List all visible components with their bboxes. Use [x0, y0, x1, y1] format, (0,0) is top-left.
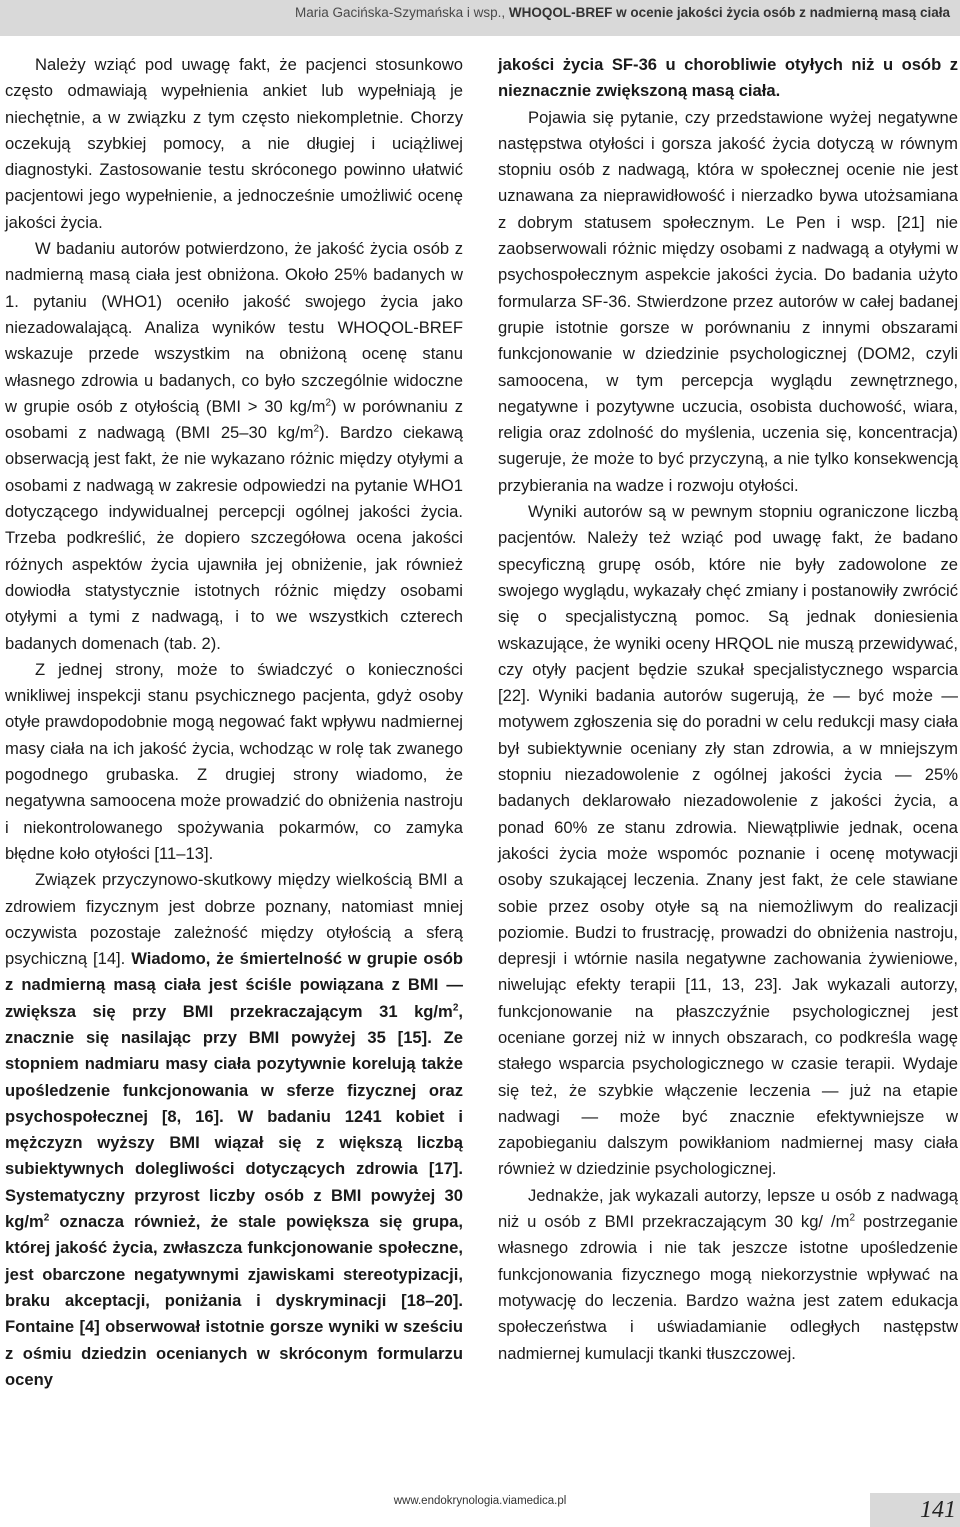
page-number: 141: [870, 1493, 960, 1527]
running-header: [295, 0, 950, 26]
header-title: WHOQOL-BREF w ocenie jakości życia osób z nadmierną masą ciała: [508, 5, 950, 20]
left-column: [5, 52, 463, 1393]
footer-url: www.endokrynologia.viamedica.pl: [393, 1495, 567, 1507]
paragraph: Wyniki autorów są w pewnym stopniu ograniczone liczbą pacjentów. Należy też wziąć pod uwagę fakt, że badano specyficzną grupę osób, które nie były zadowolone ze swojego wyglądu, wykazały chęć zmiany i postanowiły zwrócić się o specjalistyczną pomoc. Są jednak doniesienia wskazujące, że wyniki oceny HRQOL nie muszą przewidywać, czy otyły pacjent będzie szukał specjalistycznego wsparcia [22]. Wyniki badania autorów sugerują, że — być może — motywem zgłoszenia się do poradni w celu redukcji masy ciała był subiektywnie oceniany zły stan zdrowia, a w mniejszym stopniu niezadowolenie z ogólnej jakości życia — 25% badanych deklarowało niezadowolenie z jakości życia, a ponad 60% ze stanu zdrowia. Niewątpliwie jednak, ocena jakości życia może wspomóc poznanie i ocenę motywacji osoby szukającej leczenia. Znany jest fakt, że cele stawiane sobie przez osoby otyłe są na niemożliwym do realizacji poziomie. Budzi to frustrację, prowadzi do obniżenia nastroju, depresji i wtórnie nasila negatywne zachowania żywieniowe, niwelując efekty terapii [11, 13, 23]. Jak wykazali autorzy, funkcjonowanie na płaszczyźnie psychologicznej jest oceniane gorzej niż w innych obszarach, co podkreśla wagę stałego wsparcia psychologicznego w czasie terapii. Wydaje się też, że szybkie włączenie leczenia — już na etapie nadwagi — może być znacznie efektywniejsze w zapobieganiu dalszym powikłaniom nadmiernej masy ciała również w dziedzinie psychologicznej.: [498, 502, 958, 1179]
paragraph: Związek przyczynowo-skutkowy między wielkością BMI a zdrowiem fizycznym jest dobrze poznany, natomiast mniej oczywista pozostaje zależność między otyłością a sferą psychiczną [14]. Wiadomo, że śmiertelność w grupie osób z nadmierną masą ciała jest ściśle powiązana z BMI — zwiększa się przy BMI przekraczającym 31 $kg/m^2$, znacznie się nasilając przy BMI powyżej 35 [15]. Ze stopniem nadmiaru masy ciała pozytywnie korelują także upośledzenie funkcjonowania w sferze fizycznej oraz psychospołecznej [8, 16]. W badaniu 1241 kobiet i mężczyzn wyższy BMI wiązał się z większą liczbą subiektywnych dolegliwości dotyczących zdrowia [17]. Systematyczny przyrost liczby osób z BMI powyżej 30 $kg/m^2$ oznacza również, że stale powiększa się grupa, której jakość życia, zwłaszcza funkcjonowanie społeczne, jest obarczone negatywnymi zjawiskami stereotypizacji, braku akceptacji, poniżania i dyskryminacji [18–20]. Fontaine [4] obserwował istotnie gorsze wyniki w sześciu z ośmiu dziedzin ocenianych w skróconym formularzu oceny: [5, 870, 463, 1389]
right-column: [498, 52, 958, 1367]
paragraph: Jednakże, jak wykazali autorzy, lepsze u osób z nadwagą niż u osób z BMI przekraczającym 30 kg/ $/m^2$ postrzeganie własnego zdrowia i nie tak jeszcze istotne upośledzenie funkcjonowania fizycznego mogą niekorzystnie wpływać na motywację do leczenia. Bardzo ważna jest zatem edukacja społeczeństwa i uświadamianie odległych następstw nadmiernej kumulacji tkanki tłuszczowej.: [498, 1185, 958, 1363]
paragraph: Pojawia się pytanie, czy przedstawione wyżej negatywne następstwa otyłości i gorsza jakość życia dotyczą w równym stopniu osób z nadwagą, która w społecznej ocenie nie jest uznawana za nieprawidłowość i nierzadko bywa utożsamiana z dobrym statusem społecznym. Le Pen i wsp. [21] nie zaobserwowali różnic między osobami z nadwagą a otyłymi w psychospołecznym aspekcie jakości życia. Do badania użyto formularza SF-36. Stwierdzone przez autorów w całej badanej grupie istotnie gorsze w porównaniu z innymi obszarami funkcjonowanie w dziedzinie psychologicznej (DOM2, czyli samoocena, w tym percepcja wyglądu zewnętrznego, negatywne i pozytywne uczucia, osobista duchowość, wiara, religia oraz zdolność do myślenia, uczenia się, koncentracja) sugeruje, że może to być przyczyną, a nie tylko konsekwencją przybierania na wadze i rozwoju otyłości.: [498, 107, 958, 495]
paragraph: Z jednej strony, może to świadczyć o konieczności wnikliwej inspekcji stanu psychicznego pacjenta, gdyż osoby otyłe prawdopodobnie mogą negować fakt wpływu nadmiernej masy ciała na ich jakość życia, wchodząc w rolę tak zwanego pogodnego grubaska. Z drugiej strony wiadomo, że negatywna samoocena może prowadzić do obniżenia nastroju i niekontrolowanego spożywania pokarmów, co zamyka błędne koło otyłości [11–13].: [5, 659, 463, 863]
paragraph: W badaniu autorów potwierdzono, że jakość życia osób z nadmierną masą ciała jest obniżona. Około 25% badanych w 1. pytaniu (WHO1) oceniło jakość swojego życia jako niezadowalającą. Analiza wyników testu WHOQOL-BREF wskazuje przede wszystkim na obniżoną ocenę stanu własnego zdrowia u badanych, co było szczególnie widoczne w grupie osób z otyłością (BMI > 30 $kg/m^2$) w porównaniu z osobami z nadwagą (BMI 25–30 $kg/m^2$). Bardzo ciekawą obserwacją jest fakt, że nie wykazano różnic między otyłymi a osobami z nadwagą w zakresie odpowiedzi na pytanie WHO1 dotyczącego indywidualnej percepcji ogólnej jakości życia. Trzeba podkreślić, że dopiero szczegółowa ocena jakości różnych aspektów życia ujawniła jej obniżenie, jak również dowiodła statystycznie istotnych różnic między osobami otyłymi a tymi z nadwagą, i to we wszystkich czterech badanych domenach (tab. 2).: [5, 239, 464, 653]
paragraph-continued: jakości życia SF-36 u chorobliwie otyłych niż u osób z nieznacznie zwiększoną masą ciała.: [498, 55, 958, 101]
header-authors: Maria Gacińska-Szymańska i wsp.,: [295, 5, 506, 20]
paragraph: Należy wziąć pod uwagę fakt, że pacjenci stosunkowo często odmawiają wypełnienia ankiet lub wypełniają je niechętnie, a w związku z tym często niekompletnie. Chorzy oczekują szybkiej pomocy, a nie długiej i uciążliwej diagnostyki. Zastosowanie testu skróconego powinno ułatwić pacjentowi jego wypełnienie, a jednocześnie umożliwić ocenę jakości życia.: [5, 55, 463, 232]
